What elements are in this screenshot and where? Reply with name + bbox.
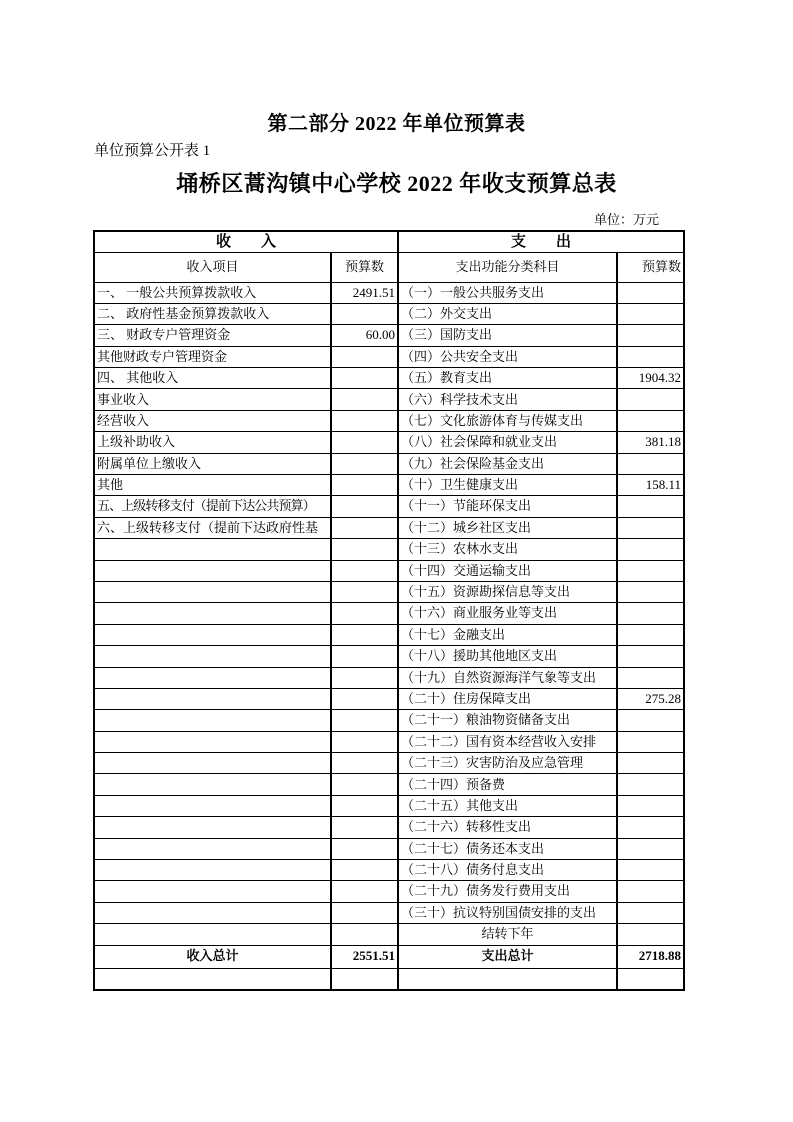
expense-item-cell: （十一）节能环保支出 — [398, 496, 617, 517]
income-amount-cell — [331, 624, 398, 645]
income-item-cell — [94, 731, 331, 752]
col-header-income-item: 收入项目 — [94, 252, 331, 282]
expense-item-cell: （十八）援助其他地区支出 — [398, 646, 617, 667]
expense-amount-cell: 1904.32 — [617, 368, 684, 389]
expense-total-value: 2718.88 — [617, 945, 684, 968]
budget-table — [93, 230, 685, 991]
expense-item-cell: （三十）抗议特别国债安排的支出 — [398, 902, 617, 923]
income-item-cell — [94, 838, 331, 859]
table-row — [94, 496, 684, 517]
income-item-cell — [94, 710, 331, 731]
income-item-cell: 三、 财政专户管理资金 — [94, 325, 331, 346]
income-item-cell — [94, 902, 331, 923]
income-item-cell: 二、 政府性基金预算拨款收入 — [94, 303, 331, 324]
income-amount-cell — [331, 603, 398, 624]
expense-amount-cell — [617, 325, 684, 346]
expense-item-cell: （十）卫生健康支出 — [398, 475, 617, 496]
expense-amount-cell — [617, 902, 684, 923]
income-item-cell: 上级补助收入 — [94, 432, 331, 453]
income-amount-cell — [331, 902, 398, 923]
income-amount-cell: 60.00 — [331, 325, 398, 346]
empty-cell — [617, 968, 684, 990]
expense-amount-cell — [617, 860, 684, 881]
expense-item-cell: （九）社会保险基金支出 — [398, 453, 617, 474]
expense-amount-cell: 158.11 — [617, 475, 684, 496]
table-row — [94, 860, 684, 881]
expense-item-cell: （十七）金融支出 — [398, 624, 617, 645]
table-row — [94, 389, 684, 410]
expense-total-label: 支出总计 — [398, 945, 617, 968]
income-amount-cell — [331, 410, 398, 431]
table-title: 埇桥区蒿沟镇中心学校 2022 年收支预算总表 — [176, 171, 617, 196]
income-amount-cell — [331, 774, 398, 795]
table-row — [94, 774, 684, 795]
expense-amount-cell — [617, 410, 684, 431]
income-amount-cell — [331, 838, 398, 859]
income-amount-cell — [331, 432, 398, 453]
table-row — [94, 346, 684, 367]
expense-item-cell: （十六）商业服务业等支出 — [398, 603, 617, 624]
income-item-cell — [94, 560, 331, 581]
income-amount-cell — [331, 881, 398, 902]
column-header-row — [94, 252, 684, 282]
income-amount-cell — [331, 581, 398, 602]
expense-item-cell: （二）外交支出 — [398, 303, 617, 324]
income-amount-cell — [331, 688, 398, 709]
table-row — [94, 282, 684, 303]
table-row — [94, 881, 684, 902]
table-row — [94, 475, 684, 496]
table-row — [94, 838, 684, 859]
expense-amount-cell — [617, 646, 684, 667]
section-header-row — [94, 231, 684, 252]
table-row — [94, 432, 684, 453]
expense-item-cell: （二十八）债务付息支出 — [398, 860, 617, 881]
expense-item-cell: （十四）交通运输支出 — [398, 560, 617, 581]
income-amount-cell — [331, 453, 398, 474]
income-item-cell: 一、 一般公共预算拨款收入 — [94, 282, 331, 303]
table-row — [94, 539, 684, 560]
empty-row — [94, 968, 684, 990]
expense-amount-cell — [617, 795, 684, 816]
table-row — [94, 368, 684, 389]
expense-amount-cell — [617, 282, 684, 303]
expense-item-cell: （十九）自然资源海洋气象等支出 — [398, 667, 617, 688]
income-item-cell — [94, 603, 331, 624]
empty-cell — [398, 968, 617, 990]
income-amount-cell — [331, 539, 398, 560]
expense-amount-cell — [617, 881, 684, 902]
table-row — [94, 624, 684, 645]
sheet-label: 单位预算公开表 1 — [94, 143, 211, 159]
table-row — [94, 688, 684, 709]
income-item-cell — [94, 646, 331, 667]
expense-amount-cell — [617, 389, 684, 410]
table-row — [94, 753, 684, 774]
table-row — [94, 517, 684, 538]
expense-item-cell: （二十一）粮油物资储备支出 — [398, 710, 617, 731]
expense-amount-cell — [617, 710, 684, 731]
income-amount-cell — [331, 667, 398, 688]
table-row — [94, 924, 684, 945]
income-item-cell — [94, 817, 331, 838]
income-item-cell — [94, 753, 331, 774]
expense-amount-cell — [617, 924, 684, 945]
income-amount-cell — [331, 346, 398, 367]
income-amount-cell — [331, 924, 398, 945]
table-row — [94, 817, 684, 838]
expense-item-cell: （七）文化旅游体育与传媒支出 — [398, 410, 617, 431]
expense-amount-cell — [617, 581, 684, 602]
income-item-cell — [94, 667, 331, 688]
col-header-expense-budget: 预算数 — [617, 252, 684, 282]
empty-cell — [331, 968, 398, 990]
income-item-cell — [94, 539, 331, 560]
table-row — [94, 560, 684, 581]
income-amount-cell — [331, 646, 398, 667]
col-header-expense-category: 支出功能分类科目 — [398, 252, 617, 282]
income-amount-cell — [331, 860, 398, 881]
table-row — [94, 581, 684, 602]
expense-item-cell: （八）社会保障和就业支出 — [398, 432, 617, 453]
expense-item-cell: （二十二）国有资本经营收入安排 — [398, 731, 617, 752]
table-row — [94, 325, 684, 346]
expense-item-cell: （二十五）其他支出 — [398, 795, 617, 816]
expense-section-header: 支 出 — [398, 231, 684, 252]
income-amount-cell — [331, 303, 398, 324]
income-amount-cell — [331, 731, 398, 752]
income-item-cell — [94, 924, 331, 945]
col-header-income-budget: 预算数 — [331, 252, 398, 282]
expense-amount-cell: 381.18 — [617, 432, 684, 453]
table-row — [94, 410, 684, 431]
unit-label: 单位：万元 — [593, 212, 659, 227]
income-item-cell — [94, 624, 331, 645]
income-amount-cell — [331, 389, 398, 410]
table-row — [94, 902, 684, 923]
income-item-cell: 经营收入 — [94, 410, 331, 431]
expense-item-cell: （二十九）债务发行费用支出 — [398, 881, 617, 902]
income-amount-cell — [331, 710, 398, 731]
expense-item-cell: （三）国防支出 — [398, 325, 617, 346]
income-item-cell: 五、上级转移支付（提前下达公共预算） — [94, 496, 331, 517]
income-total-label: 收入总计 — [94, 945, 331, 968]
income-amount-cell — [331, 475, 398, 496]
expense-amount-cell — [617, 539, 684, 560]
expense-item-cell: （十五）资源勘探信息等支出 — [398, 581, 617, 602]
expense-item-cell: （二十）住房保障支出 — [398, 688, 617, 709]
income-amount-cell — [331, 817, 398, 838]
empty-cell — [94, 968, 331, 990]
total-row — [94, 945, 684, 968]
income-item-cell: 附属单位上缴收入 — [94, 453, 331, 474]
income-item-cell — [94, 860, 331, 881]
income-item-cell: 其他财政专户管理资金 — [94, 346, 331, 367]
expense-amount-cell — [617, 838, 684, 859]
table-row — [94, 731, 684, 752]
expense-amount-cell — [617, 453, 684, 474]
income-amount-cell — [331, 795, 398, 816]
table-row — [94, 710, 684, 731]
expense-item-cell: （一）一般公共服务支出 — [398, 282, 617, 303]
expense-amount-cell — [617, 496, 684, 517]
expense-item-cell: （六）科学技术支出 — [398, 389, 617, 410]
expense-amount-cell — [617, 346, 684, 367]
income-item-cell — [94, 688, 331, 709]
expense-item-cell: （十三）农林水支出 — [398, 539, 617, 560]
income-item-cell — [94, 774, 331, 795]
expense-amount-cell — [617, 303, 684, 324]
table-row — [94, 603, 684, 624]
expense-amount-cell — [617, 817, 684, 838]
income-item-cell — [94, 581, 331, 602]
income-total-value: 2551.51 — [331, 945, 398, 968]
expense-item-cell: 结转下年 — [398, 924, 617, 945]
income-amount-cell — [331, 753, 398, 774]
expense-item-cell: （二十四）预备费 — [398, 774, 617, 795]
expense-amount-cell: 275.28 — [617, 688, 684, 709]
income-item-cell: 四、 其他收入 — [94, 368, 331, 389]
expense-amount-cell — [617, 774, 684, 795]
expense-amount-cell — [617, 753, 684, 774]
expense-amount-cell — [617, 624, 684, 645]
part-title: 第二部分 2022 年单位预算表 — [267, 113, 526, 135]
expense-item-cell: （二十三）灾害防治及应急管理 — [398, 753, 617, 774]
table-row — [94, 453, 684, 474]
table-row — [94, 795, 684, 816]
expense-item-cell: （五）教育支出 — [398, 368, 617, 389]
income-amount-cell — [331, 496, 398, 517]
expense-amount-cell — [617, 603, 684, 624]
expense-item-cell: （四）公共安全支出 — [398, 346, 617, 367]
expense-amount-cell — [617, 731, 684, 752]
expense-item-cell: （二十六）转移性支出 — [398, 817, 617, 838]
income-amount-cell: 2491.51 — [331, 282, 398, 303]
expense-amount-cell — [617, 517, 684, 538]
income-item-cell — [94, 881, 331, 902]
income-section-header: 收 入 — [94, 231, 398, 252]
expense-amount-cell — [617, 560, 684, 581]
table-row — [94, 303, 684, 324]
income-item-cell: 其他 — [94, 475, 331, 496]
expense-item-cell: （十二）城乡社区支出 — [398, 517, 617, 538]
income-amount-cell — [331, 517, 398, 538]
income-item-cell: 事业收入 — [94, 389, 331, 410]
expense-item-cell: （二十七）债务还本支出 — [398, 838, 617, 859]
table-row — [94, 646, 684, 667]
income-amount-cell — [331, 368, 398, 389]
income-item-cell — [94, 795, 331, 816]
income-amount-cell — [331, 560, 398, 581]
table-row — [94, 667, 684, 688]
income-item-cell: 六、上级转移支付（提前下达政府性基 — [94, 517, 331, 538]
expense-amount-cell — [617, 667, 684, 688]
